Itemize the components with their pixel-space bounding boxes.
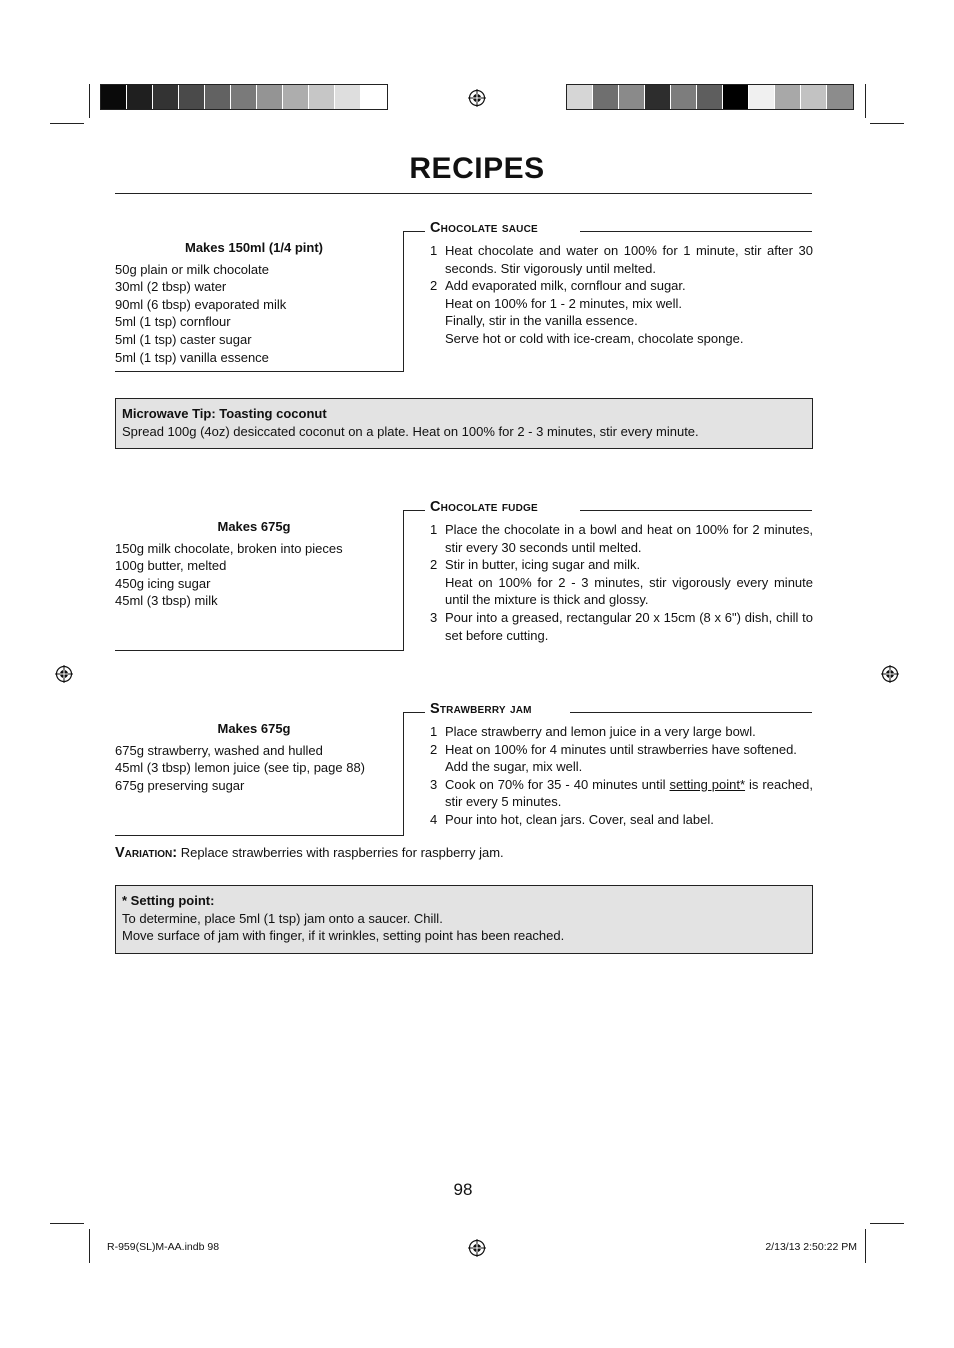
fudge-ingredients <box>115 518 403 610</box>
method-step <box>430 741 813 776</box>
tip-text: To determine, place 5ml (1 tsp) jam onto a saucer. Chill. <box>122 910 443 926</box>
color-swatch <box>827 85 853 109</box>
step-text-part: Cook on 70% for 35 - 40 minutes until <box>445 776 670 792</box>
registration-mark-icon <box>468 1239 486 1257</box>
step-number: 1 <box>430 724 438 739</box>
step-number: 4 <box>430 811 438 827</box>
tip-text: Spread 100g (4oz) desiccated coconut on a plate. Heat on 100% for 2 - 3 minutes, stir every minute. <box>122 423 699 439</box>
ingredient-item: 50g plain or milk chocolate <box>115 261 269 277</box>
step-text: Pour into hot, clean jars. Cover, seal and label. <box>445 811 714 827</box>
ingredient-item: 90ml (6 tbsp) evaporated milk <box>115 296 287 312</box>
color-swatch <box>723 85 749 109</box>
section-rule <box>580 231 812 232</box>
step-text: Heat on 100% for 1 - 2 minutes, mix well. <box>445 295 682 311</box>
registration-mark-icon <box>55 665 73 683</box>
step-text: Heat chocolate and water on 100% for 1 minute, stir after 30 seconds. Stir vigorously until melted. <box>445 243 813 276</box>
step-text: Add evaporated milk, cornflour and sugar. <box>445 278 686 294</box>
setting-point-box <box>115 885 813 954</box>
crop-mark <box>89 1229 90 1263</box>
page-number: 98 <box>453 1180 473 1199</box>
recipe-title-chocolate-sauce: Chocolate sauce <box>430 220 544 236</box>
section-rule <box>115 371 404 372</box>
ingredient-item: 30ml (2 tbsp) water <box>115 279 227 295</box>
variation-label: Variation: <box>115 845 178 861</box>
color-swatch <box>231 85 257 109</box>
jam-makes: Makes 675g <box>217 721 291 736</box>
ingredient-item: 45ml (3 tbsp) lemon juice (see tip, page 88) <box>115 760 366 776</box>
method-step <box>430 521 813 556</box>
variation-text: Replace strawberries with raspberries for raspberry jam. <box>177 845 504 860</box>
recipe-title-strawberry-jam: Strawberry jam <box>430 701 538 717</box>
color-swatch <box>335 85 361 109</box>
color-swatch <box>801 85 827 109</box>
sauce-ingredients <box>115 239 403 366</box>
title-rule <box>115 193 812 194</box>
color-swatch <box>309 85 335 109</box>
section-rule <box>115 650 404 651</box>
crop-mark <box>89 84 90 118</box>
method-step <box>430 556 813 609</box>
step-text: Place strawberry and lemon juice in a very large bowl. <box>445 724 756 739</box>
step-number: 3 <box>430 776 438 792</box>
section-rule <box>403 712 404 836</box>
step-text: Place the chocolate in a bowl and heat on 100% for 2 minutes, stir every 30 seconds until melted. <box>445 522 813 555</box>
color-swatch <box>645 85 671 109</box>
registration-mark-icon <box>881 665 899 683</box>
ingredient-item: 450g icing sugar <box>115 575 211 591</box>
step-number: 2 <box>430 278 438 294</box>
tip-title: * Setting point: <box>122 893 215 908</box>
tip-title: Microwave Tip: Toasting coconut <box>122 406 327 421</box>
ingredient-item: 675g preserving sugar <box>115 777 245 793</box>
footer-file-name: R-959(SL)M-AA.indb 98 <box>107 1241 220 1253</box>
color-swatch <box>593 85 619 109</box>
color-swatch <box>361 85 387 109</box>
color-calibration-strip-right <box>566 84 854 110</box>
tip-text: Move surface of jam with finger, if it wrinkles, setting point has been reached. <box>122 928 565 944</box>
sauce-makes: Makes 150ml (1/4 pint) <box>185 240 323 255</box>
color-swatch <box>283 85 309 109</box>
color-calibration-strip-left <box>100 84 388 110</box>
registration-mark-icon <box>468 89 486 107</box>
setting-point-link[interactable]: setting point* <box>669 776 746 792</box>
color-swatch <box>697 85 723 109</box>
step-text <box>445 776 813 811</box>
color-swatch <box>257 85 283 109</box>
color-swatch <box>567 85 593 109</box>
color-swatch <box>205 85 231 109</box>
method-step <box>430 723 813 741</box>
section-rule <box>580 510 812 511</box>
section-rule <box>403 712 425 713</box>
step-number: 3 <box>430 609 438 625</box>
section-rule <box>403 231 425 232</box>
method-step <box>430 242 813 277</box>
fudge-makes: Makes 675g <box>217 519 291 534</box>
recipe-title-chocolate-fudge: Chocolate fudge <box>430 499 544 515</box>
method-step <box>430 776 813 811</box>
sauce-method <box>430 242 813 348</box>
step-text: Heat on 100% for 4 minutes until strawberries have softened. <box>445 741 797 757</box>
step-number: 1 <box>430 522 438 537</box>
step-number: 2 <box>430 741 438 757</box>
microwave-tip-box <box>115 398 813 449</box>
crop-mark <box>870 1223 904 1224</box>
crop-mark <box>865 84 866 118</box>
step-number: 2 <box>430 557 438 573</box>
footer-timestamp: 2/13/13 2:50:22 PM <box>765 1241 857 1253</box>
step-text: Stir in butter, icing sugar and milk. <box>445 557 641 573</box>
color-swatch <box>179 85 205 109</box>
ingredient-item: 5ml (1 tsp) cornflour <box>115 314 231 330</box>
crop-mark <box>865 1229 866 1263</box>
step-text: Add the sugar, mix well. <box>445 759 583 775</box>
ingredient-item: 45ml (3 tbsp) milk <box>115 593 218 609</box>
crop-mark <box>870 123 904 124</box>
ingredient-item: 150g milk chocolate, broken into pieces <box>115 540 343 556</box>
step-number: 1 <box>430 243 438 258</box>
color-swatch <box>153 85 179 109</box>
section-rule <box>403 510 425 511</box>
color-swatch <box>127 85 153 109</box>
step-text: Pour into a greased, rectangular 20 x 15cm (8 x 6") dish, chill to set before cutting. <box>445 609 813 643</box>
variation-note <box>115 845 504 861</box>
crop-mark <box>50 123 84 124</box>
section-rule <box>403 510 404 651</box>
page-title: RECIPES <box>409 152 545 185</box>
ingredient-item: 675g strawberry, washed and hulled <box>115 742 323 758</box>
ingredient-item: 100g butter, melted <box>115 558 227 574</box>
color-swatch <box>619 85 645 109</box>
step-text-part: is reached, stir every 5 minutes. <box>445 776 813 810</box>
color-swatch <box>775 85 801 109</box>
jam-method <box>430 723 813 829</box>
ingredient-item: 5ml (1 tsp) caster sugar <box>115 331 252 347</box>
step-text: Finally, stir in the vanilla essence. <box>445 313 638 329</box>
color-swatch <box>671 85 697 109</box>
step-text: Serve hot or cold with ice-cream, chocolate sponge. <box>445 330 744 346</box>
color-swatch <box>749 85 775 109</box>
method-step <box>430 277 813 347</box>
color-swatch <box>101 85 127 109</box>
fudge-method <box>430 521 813 644</box>
section-rule <box>403 231 404 372</box>
step-text: Heat on 100% for 2 - 3 minutes, stir vigorously every minute until the mixture is thick and glossy. <box>445 574 813 608</box>
crop-mark <box>50 1223 84 1224</box>
ingredient-item: 5ml (1 tsp) vanilla essence <box>115 349 269 365</box>
method-step <box>430 609 813 644</box>
jam-ingredients <box>115 720 403 794</box>
section-rule <box>115 835 404 836</box>
section-rule <box>570 712 812 713</box>
method-step <box>430 811 813 829</box>
